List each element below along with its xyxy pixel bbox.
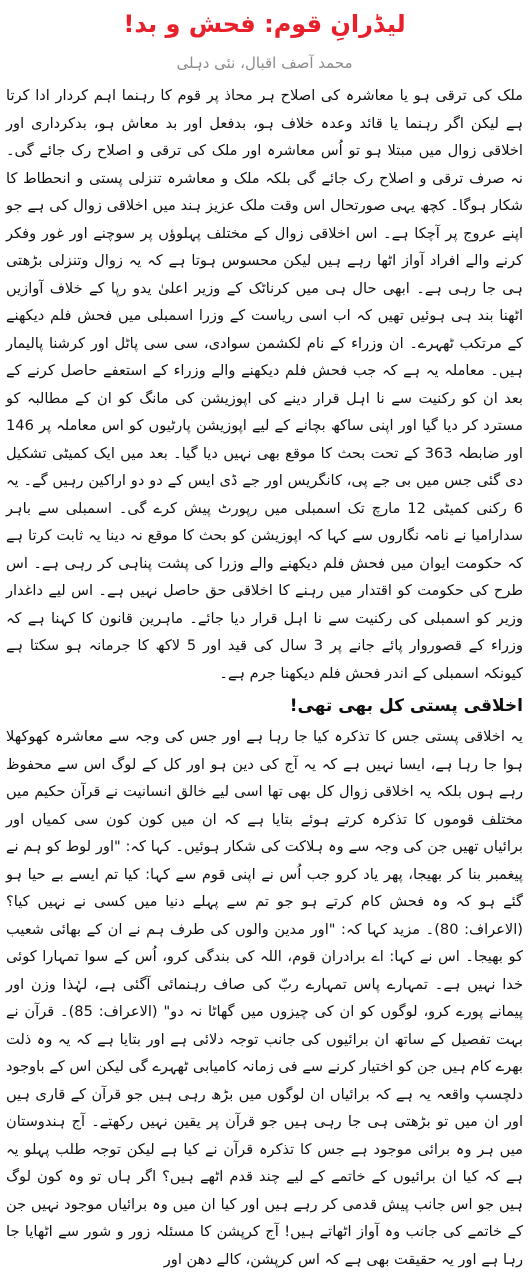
article-page (0, 6, 529, 1268)
article-paragraph-2: یہ اخلاقی پستی جس کا تذکرہ کیا جا رہا ہے اور جس کی وجہ سے معاشرہ کھوکھلا ہوا جا رہا ہے، ایسا نہیں ہے کہ یہ آج کی دین ہو اور کل کے لوگ اس سے محفوظ رہے ہوں بلکہ یہ اخلاقی زوال کل بھی تھا اسی لیے خالق انسانیت نے قرآن حکیم میں مختلف قوموں کا تذکرہ کرتے ہوئے بتایا ہے کہ ان میں کون کون سی کمیاں اور برائیاں تھیں جن کی وجہ سے وہ ہلاکت کی شکار ہوئیں۔ کہا کہ: "اور لوط کو ہم نے پیغمبر بنا کر بھیجا، پھر یاد کرو جب اُس نے اپنی قوم سے کہا: کیا تم ایسے بے حیا ہو گئے ہو کہ وہ فحش کام کرتے ہو جو تم سے پہلے دنیا میں کسی نے نہیں کیا؟ (الاعراف: 80)۔ مزید کہا کہ: "اور مدین والوں کی طرف ہم نے ان کے بھائی شعیب کو بھیجا۔ اس نے کہا: اے برادران قوم، اللہ کی بندگی کرو، اُس کے سوا تمہارا کوئی خدا نہیں ہے۔ تمہارے پاس تمہارے ربّ کی صاف رہنمائی آگئی ہے، لہٰذا وزن اور پیمانے پورے کرو، لوگوں کو ان کی چیزوں میں گھاٹا نہ دو" (الاعراف: 85)۔ قرآن نے بہت تفصیل کے ساتھ ان برائیوں کی جانب توجہ دلائی ہے اور بتایا ہے کہ یہ وہ ذلت بھرے کام ہیں جن کو اختیار کرنے سے فی زمانہ کامیابی ٹھہرے گی لیکن اس کے باوجود دلچسپ واقعہ یہ ہے کہ برائیاں ان لوگوں میں بڑھ رہی ہیں جو قرآن کے قاری ہیں اور ان میں تو بڑھتی ہی جا رہی ہیں جو قرآن پر یقین نہیں رکھتے۔ آج ہندوستان میں ہر وہ برائی موجود ہے جس کا تذکرہ قرآن نے کیا ہے لیکن توجہ طلب پہلو یہ ہے کہ کیا ان برائیوں کے خاتمے کے لیے چند قدم اٹھے ہیں؟ اگر ہاں تو وہ کون لوگ ہیں جو اس جانب پیش قدمی کر رہے ہیں اور کیا ان میں وہ برائیاں موجود نہیں جن کے خاتمے کی جانب وہ آواز اٹھاتے ہیں! آج کرپشن کا مسئلہ زور و شور سے اٹھایا جا رہا ہے اور یہ حقیقت بھی ہے کہ اس کرپشن، کالے دھن اور (6, 728, 523, 1268)
article-paragraph-1: ملک کی ترقی ہو یا معاشرہ کی اصلاح ہر محاذ پر قوم کا رہنما اہم کردار ادا کرتا ہے لیکن اگر رہنما یا قائد وعدہ خلاف ہو، بدفعل اور بد معاش ہو، بدکرداری اور اخلاقی زوال میں مبتلا ہو تو اُس معاشرہ اور ملک کی ترقی و اصلاح رک جائے گی۔ نہ صرف ترقی و اصلاح رک جائے گی بلکہ ملک و معاشرہ تنزلی پستی و انحطاط کا شکار ہوگا۔ کچھ یہی صورتحال اس وقت ملک عزیز ہند میں اخلاقی زوال کی ہے جو اپنے عروج پر آچکا ہے۔ اس اخلاقی زوال کے مختلف پہلوؤں پر سوچنے اور غور وفکر کرنے والے افراد آواز اٹھا رہے ہیں لیکن محسوس ہوتا ہے کہ یہ زوال وتنزلی بڑھتی ہی جا رہی ہے۔ ابھی حال ہی میں کرناٹک کے وزیر اعلیٰ یدو رپا کے خلاف آوازیں اٹھنا بند ہی ہوئیں تھیں کہ اب اسی ریاست کے وزرا اسمبلی میں فحش فلم دیکھنے کے مرتکب ٹھہرے۔ ان وزراء کے نام لکشمن سوادی، سی سی پاٹل اور کرشنا پالیمار ہیں۔ معاملہ یہ ہے کہ جب فحش فلم دیکھنے والے وزراء کے استعفے حاصل کرنے کے بعد ان کو رکنیت سے نا اہل قرار دینے کی اپوزیشن کی مانگ کو ان کے مطالبہ کو مسترد کر دیا گیا اور اپنی ساکھ بچانے کے لیے اپوزیشن پارٹیوں کو اس معاملہ پر 146 اور ضابطہ 363 کے تحت بحث کا موقع بھی نہیں دیا گیا۔ بعد میں ایک کمیٹی تشکیل دی گئی جس میں بی جے پی، کانگریس اور جے ڈی ایس کے دو دو اراکین رہیں گے۔ یہ 6 رکنی کمیٹی 12 مارچ تک اسمبلی میں رپورٹ پیش کرے گی۔ اسمبلی سے باہر سدارامیا نے نامہ نگاروں سے کہا کہ اپوزیشن کو بحث کا موقع نہ دینا یہ ثابت کرتا ہے کہ حکومت ایوان میں فحش فلم دیکھنے والے وزرا کی پشت پناہی کر رہی ہے۔ اس طرح کی حکومت کو اقتدار میں رہنے کا اخلاقی حق حاصل نہیں ہے۔ اس لیے داغدار وزیر کو اسمبلی کی رکنیت سے نا اہل قرار دیا جائے۔ ماہرین قانون کا کہنا ہے کہ وزراء کے قصوروار پائے جانے پر 3 سال کی قید اور 5 لاکھ کا جرمانہ ہو سکتا ہے کیونکہ اسمبلی کے اندر فحش فلم دیکھنا جرم ہے۔ (6, 87, 524, 682)
article-subheading: اخلاقی پستی کل بھی تھی! (289, 696, 523, 716)
article-title: لیڈرانِ قوم: فحش و بد! (123, 10, 406, 38)
article-byline: محمد آصف اقبال، نئی دہلی (176, 54, 353, 72)
